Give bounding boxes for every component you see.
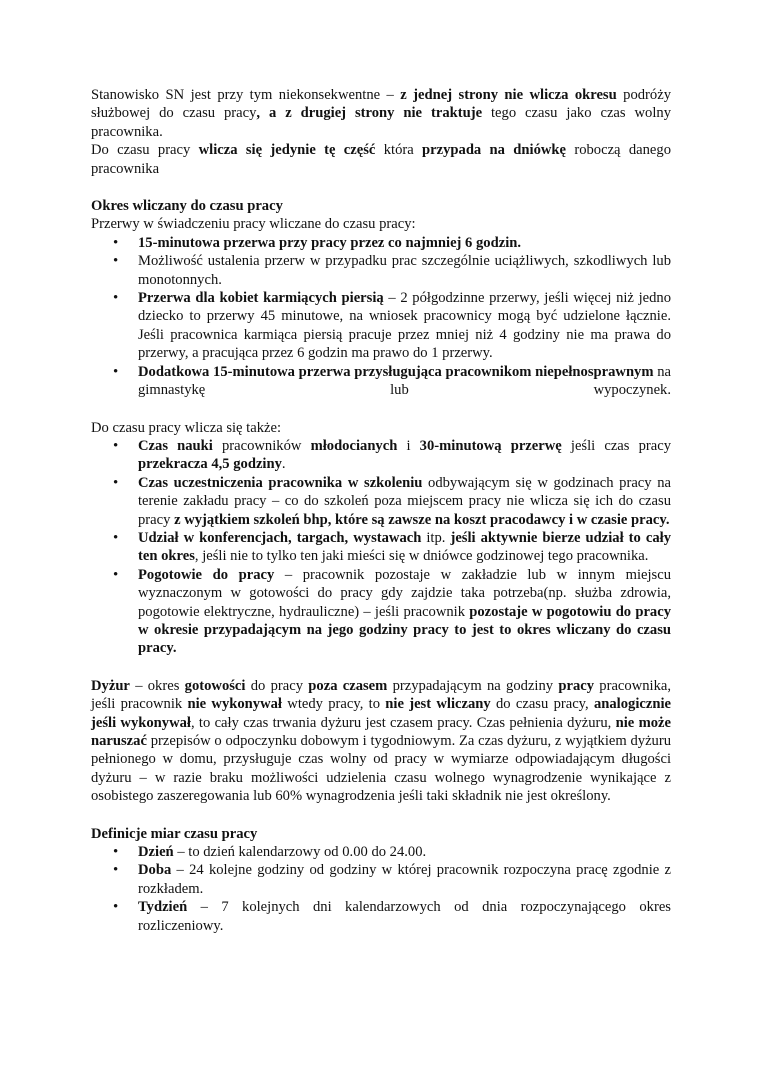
section-subheading-przerwy: Przerwy w świadczeniu pracy wliczane do czasu pracy: [91,216,416,233]
section-heading-definicje: Definicje miar czasu pracy [91,825,258,842]
intro-paragraph-1: Stanowisko SN jest przy tym niekonsekwentne – z jednej strony nie wlicza okresu podróży służbowej do czasu pracy, a z drugiej strony nie traktuje tego czasu jako czas wolny pracownika. [91,87,672,140]
list-item: • Udział w konferencjach, targach, wystawach itp. jeśli aktywnie bierze udział to cały ten okres, jeśli nie to tylko ten jaki mieści się w dniówce godzinowej tego pracownika. [91,529,671,566]
okres-list [91,234,671,400]
definicje-list [91,843,671,935]
list-item: • 15-minutowa przerwa przy pracy przez co najmniej 6 godzin. [91,234,671,252]
dyzur-paragraph: Dyżur – okres gotowości do pracy poza czasem przypadającym na godziny pracy pracownika, jeśli pracownik nie wykonywał wtedy pracy, to nie jest wliczany do czasu pracy, analogicznie jeśli wykonywał, to cały czas trwania dyżuru jest czasem pracy. Czas pełnienia dyżuru, nie może naruszać przepisów o odpoczynku dobowym i tygodniowym. Za czas dyżuru, z wyjątkiem dyżuru pełnionego w domu, przysługuje czas wolny od pracy w wymiarze odpowiadającym długości dyżuru – w razie braku możliwości udzielenia czasu wolnego wynagrodzenie wynikające z osobistego zaszeregowania lub 60% wynagrodzenia jeśli taki składnik nie jest określony. [91,677,672,805]
list-item: • Możliwość ustalenia przerw w przypadku prac szczególnie uciążliwych, szkodliwych lub monotonnych. [91,252,671,289]
document-page [91,86,671,935]
list-item: • Czas nauki pracowników młodocianych i 30-minutową przerwę jeśli czas pracy przekracza 4,5 godziny. [91,437,671,474]
section-heading-okres: Okres wliczany do czasu pracy [91,198,283,215]
list-item: • Dodatkowa 15-minutowa przerwa przysługująca pracownikom niepełnosprawnym na gimnastykę lub wypoczynek. [91,363,671,400]
list-item: • Przerwa dla kobiet karmiących piersią – 2 półgodzinne przerwy, jeśli więcej niż jedno dziecko to przerwy 45 minutowe, na wniosek pracownicy mogą być udzielone łącznie. Jeśli pracownica karmiąca piersią pracuje przez mniej niż 4 godziny nie ma prawa do przerwy, a pracująca przez 6 godzin ma prawo do 1 przerwy. [91,289,671,363]
list-item: • Dzień – to dzień kalendarzowy od 0.00 do 24.00. [91,843,671,861]
intro-paragraph-2: Do czasu pracy wlicza się jedynie tę część która przypada na dniówkę roboczą danego pracownika [91,142,671,177]
list-item: • Czas uczestniczenia pracownika w szkoleniu odbywającym się w godzinach pracy na terenie zakładu pracy – co do szkoleń poza miejscem pracy nie wlicza się ich do czasu pracy z wyjątkiem szkoleń bhp, które są zawsze na koszt pracodawcy i w czasie pracy. [91,474,671,529]
list-item: • Pogotowie do pracy – pracownik pozostaje w zakładzie lub w innym miejscu wyznaczonym w gotowości do pracy gdy zajdzie taka potrzeba(np. służba zdrowia, pogotowie elektryczne, hydrauliczne) – jeśli pracownik pozostaje w pogotowiu do pracy w okresie przypadającym na jego godziny pracy to jest to okres wliczany do czasu pracy. [91,566,671,658]
list-item: • Tydzień – 7 kolejnych dni kalendarzowych od dnia rozpoczynającego okres rozliczeniowy. [91,898,671,935]
list-item: • Doba – 24 kolejne godziny od godziny w której pracownik rozpoczyna pracę zgodnie z rozkładem. [91,861,671,898]
section-subheading-takze: Do czasu pracy wlicza się także: [91,419,282,436]
takze-list [91,437,671,658]
